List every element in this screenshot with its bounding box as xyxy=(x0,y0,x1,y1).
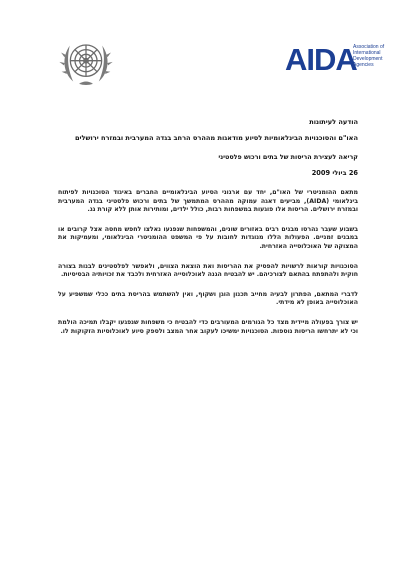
header-logos xyxy=(0,34,413,94)
paragraph: מתאם ההומניטרי של האו"ם, יחד עם ארגוני הסיוע הבינלאומיים החברים באיגוד הסוכנויות לפיתוח בינלאומי (AIDA), מביעים דאגה עמוקה מההרס המתמשך של בתים ורכוש פלסטיני בגדה המערבית ובמזרח ירושלים. הריסות אלו פוגעות במשפחות רבות, כולל ילדים, ומותירות אותן ללא קורת גג. xyxy=(58,189,358,214)
press-release xyxy=(58,118,358,347)
paragraph: הסוכנויות קוראות לרשויות להפסיק את ההריסות ואת הוצאת הצווים, ולאפשר לפלסטינים לבנות בצורה חוקית ולהתפתח בהתאם לצורכיהם. יש להבטיח הגנה לאוכלוסייה האזרחית ולכבד את זכויותיה הבסיסיות. xyxy=(58,262,358,279)
document-date: 26 ביולי 2009 xyxy=(311,169,358,177)
document-headline: האו"ם והסוכנויות הבינלאומיות לסיוע מודאגות מההרס הרחב בגדה המערבית ובמזרח ירושלים xyxy=(74,134,358,142)
aida-tagline: Association of International Development Agencies xyxy=(353,44,385,68)
paragraph: בשבוע שעבר נהרסו מבנים רבים באזורים שונים, והמשפחות שנפגעו נאלצו לחפש מחסה אצל קרובים או במבנים זמניים. הפעולות הללו מנוגדות לחובות על פי המשפט ההומניטרי הבינלאומי, ומעמיקות את המצוקה של האוכלוסייה האזרחית. xyxy=(58,225,358,250)
document-label: הודעה לעיתונות xyxy=(309,118,358,126)
aida-logo xyxy=(285,40,395,80)
paragraph: לדברי המתאם, הפתרון לבעיה מחייב תכנון הוגן ושקוף, ואין להשתמש בהריסת בתים ככלי שמשפיע על האוכלוסייה באופן לא מידתי. xyxy=(58,290,358,307)
aida-wordmark: AIDA xyxy=(285,42,357,77)
document-subheadline: קריאה לעצירת הריסות של בתים ורכוש פלסטיני xyxy=(218,153,358,161)
un-emblem-icon xyxy=(57,34,115,92)
paragraph: יש צורך בפעולה מיידית מצד כל הגורמים המעורבים כדי להבטיח כי משפחות שנפגעו יקבלו תמיכה הולמת וכי לא יתרחשו הריסות נוספות. הסוכנויות ימשיכו לעקוב אחר המצב ולספק סיוע לאוכלוסיות הזקוקות לו. xyxy=(58,318,358,335)
